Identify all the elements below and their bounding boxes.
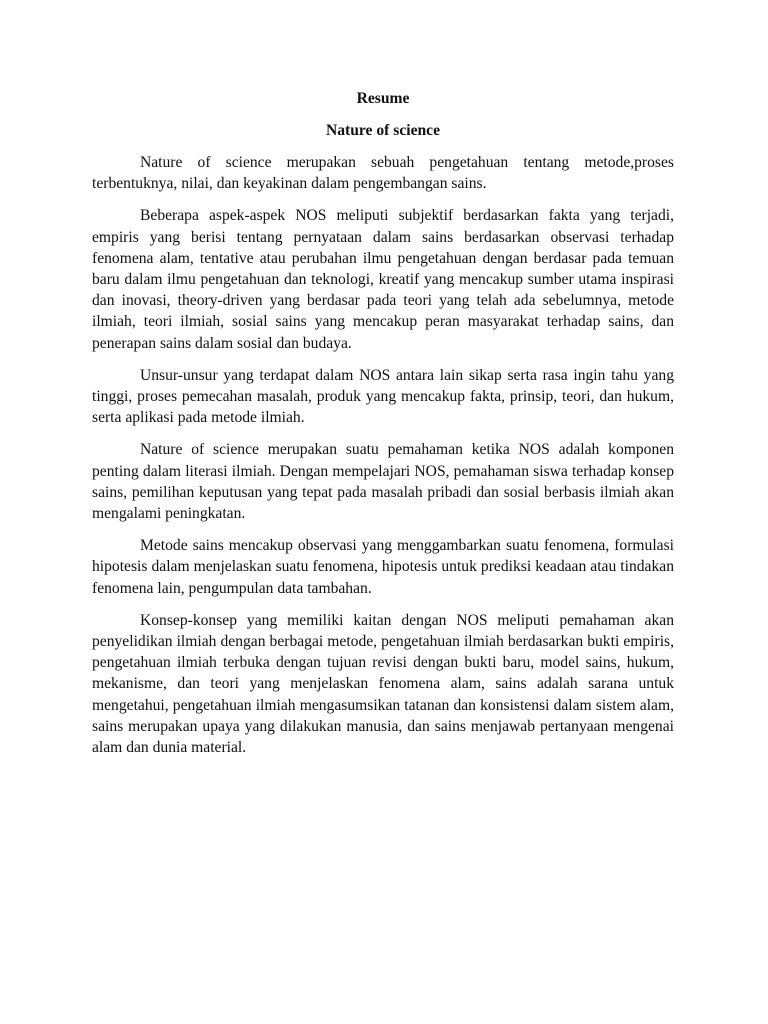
paragraph-aspects: Beberapa aspek-aspek NOS meliputi subjektif berdasarkan fakta yang terjadi, empiris yang berisi tentang pernyataan dalam sains berdasarkan observasi terhadap fenomena alam, tentative atau perubahan ilmu pengetahuan dengan berdasar pada temuan baru dalam ilmu pengetahuan dan teknologi, kreatif yang mencakup sumber utama inspirasi dan inovasi, theory-driven yang berdasar pada teori yang telah ada sebelumnya, metode ilmiah, teori ilmiah, sosial sains yang mencakup peran masyarakat terhadap sains, dan penerapan sains dalam sosial dan budaya. bbox=[92, 207, 674, 352]
paragraph-definition: Nature of science merupakan sebuah pengetahuan tentang metode,proses terbentuknya, nilai, dan keyakinan dalam pengembangan sains. bbox=[92, 154, 674, 193]
paragraph-importance: Nature of science merupakan suatu pemahaman ketika NOS adalah komponen penting dalam literasi ilmiah. Dengan mempelajari NOS, pemahaman siswa terhadap konsep sains, pemilihan keputusan yang tepat pada masalah pribadi dan sosial berbasis ilmiah akan mengalami peningkatan. bbox=[92, 441, 674, 523]
paragraph-concepts: Konsep-konsep yang memiliki kaitan dengan NOS meliputi pemahaman akan penyelidikan ilmiah dengan berbagai metode, pengetahuan ilmiah berdasarkan bukti empiris, pengetahuan ilmiah terbuka dengan tujuan revisi dengan bukti baru, model sains, hukum, mekanisme, dan teori yang menjelaskan fenomena alam, sains adalah sarana untuk mengetahui, pengetahuan ilmiah mengasumsikan tatanan dan konsistensi dalam sistem alam, sains merupakan upaya yang dilakukan manusia, dan sains menjawab pertanyaan mengenai alam dan dunia material. bbox=[92, 611, 674, 757]
paragraph-method: Metode sains mencakup observasi yang menggambarkan suatu fenomena, formulasi hipotesis dalam menjelaskan suatu fenomena, hipotesis untuk prediksi keadaan atau tindakan fenomena lain, pengumpulan data tambahan. bbox=[92, 537, 674, 597]
paragraph-elements: Unsur-unsur yang terdapat dalam NOS antara lain sikap serta rasa ingin tahu yang tinggi, proses pemecahan masalah, produk yang mencakup fakta, prinsip, teori, dan hukum, serta aplikasi pada metode ilmiah. bbox=[92, 366, 674, 427]
document-title: Resume bbox=[356, 90, 410, 107]
document-subtitle: Nature of science bbox=[325, 122, 441, 139]
